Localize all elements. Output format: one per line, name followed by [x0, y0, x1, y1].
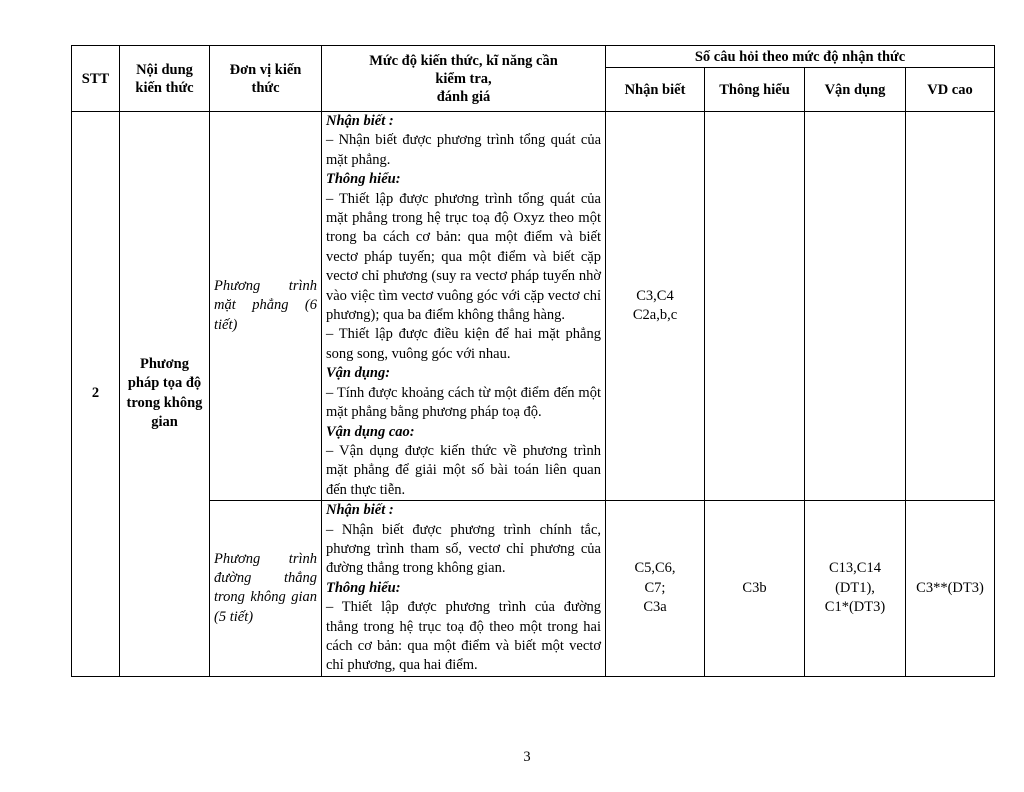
level-heading: Nhận biết :: [326, 502, 394, 519]
level-heading: Thông hiểu:: [326, 579, 401, 596]
count-thong-hieu: C3b: [705, 501, 805, 677]
header-question-group: Số câu hỏi theo mức độ nhận thức: [606, 46, 995, 68]
count-vd-cao: [906, 112, 995, 501]
header-unit: Đơn vị kiến thức: [210, 46, 322, 112]
header-vd-cao: VD cao: [906, 68, 995, 112]
table-row: [72, 501, 995, 677]
header-content: Nội dung kiến thức: [120, 46, 210, 112]
description-line: – Tính được khoảng cách từ một điểm đến một mặt phẳng bằng phương pháp toạ độ.: [326, 384, 601, 421]
count-van-dung: C13,C14 (DT1), C1*(DT3): [805, 501, 906, 677]
header-thong-hieu: Thông hiểu: [705, 68, 805, 112]
description-cell: [322, 501, 606, 677]
level-heading: Vận dụng cao:: [326, 423, 415, 440]
description-line: – Nhận biết được phương trình chính tắc, phương trình tham số, vectơ chỉ phương của đường thẳng trong không gian.: [326, 521, 601, 577]
header-level-line1: Mức độ kiến thức, kĩ năng cần: [369, 52, 558, 69]
unit-cell: Phương trình đường thẳng trong không gian (5 tiết): [210, 501, 322, 677]
count-nhan-biet: C3,C4 C2a,b,c: [606, 112, 705, 501]
description-line: – Thiết lập được phương trình của đường thẳng trong hệ trục toạ độ theo một trong hai cách cơ bản: qua một điểm và biết một vectơ chỉ phương, qua hai điểm.: [326, 599, 601, 674]
assessment-matrix-table: [71, 45, 995, 677]
count-thong-hieu: [705, 112, 805, 501]
description-line: – Vận dụng được kiến thức về phương trình mặt phẳng để giải một số bài toán liên quan đến thực tiễn.: [326, 442, 601, 498]
header-nhan-biet: Nhận biết: [606, 68, 705, 112]
header-van-dung: Vận dụng: [805, 68, 906, 112]
description-line: – Nhận biết được phương trình tổng quát của mặt phẳng.: [326, 132, 601, 168]
description-cell: [322, 112, 606, 501]
page-number: 3: [523, 749, 531, 765]
stt-cell: 2: [72, 112, 120, 677]
description-line: – Thiết lập được điều kiện để hai mặt phẳng song song, vuông góc với nhau.: [326, 326, 601, 362]
count-nhan-biet: C5,C6, C7; C3a: [606, 501, 705, 677]
content-cell: Phương pháp tọa độ trong không gian: [120, 112, 210, 677]
header-stt: STT: [72, 46, 120, 112]
description-line: – Thiết lập được phương trình tổng quát của mặt phẳng trong hệ trục toạ độ Oxyz theo một trong ba cách cơ bản: qua một điểm và biết vectơ pháp tuyến; qua một điểm và biết cặp vectơ chỉ phương (suy ra vectơ pháp tuyến nhờ vào việc tìm vectơ vuông góc với cặp vectơ chỉ phương); qua ba điểm không thẳng hàng.: [326, 190, 601, 324]
count-van-dung: [805, 112, 906, 501]
level-heading: Thông hiểu:: [326, 171, 401, 188]
header-level-line2: kiểm tra,: [435, 70, 492, 87]
level-heading: Nhận biết :: [326, 113, 394, 129]
table-row: [72, 112, 995, 501]
level-heading: Vận dụng:: [326, 365, 391, 382]
header-level-line3: đánh giá: [436, 88, 491, 105]
header-level: [322, 46, 606, 112]
count-vd-cao: C3**(DT3): [906, 501, 995, 677]
unit-cell: Phương trình mặt phẳng (6 tiết): [210, 112, 322, 501]
